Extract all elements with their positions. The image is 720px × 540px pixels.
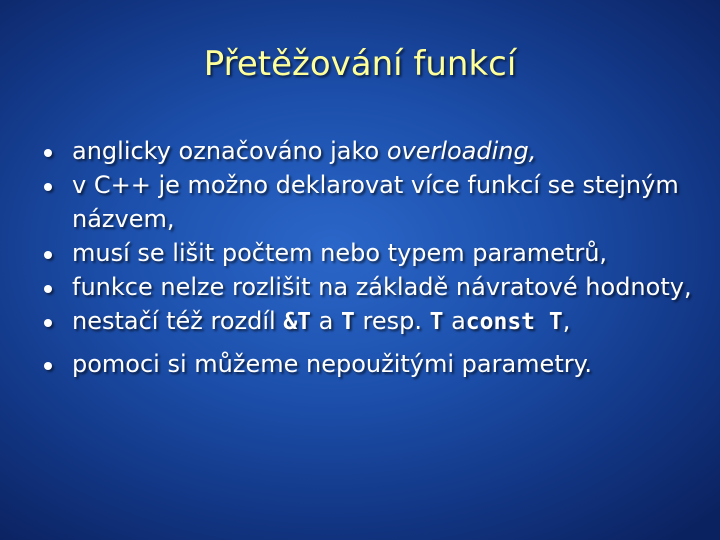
- bullet-text: musí se lišit počtem nebo typem parametrů,: [72, 239, 608, 267]
- bullet-emphasis: overloading,: [386, 137, 537, 165]
- code-type: T: [429, 309, 444, 335]
- bullet-text: resp.: [354, 307, 422, 335]
- list-item: [40, 304, 700, 339]
- list-item: [40, 236, 700, 270]
- bullet-icon: [44, 183, 52, 191]
- bullet-list: [40, 134, 700, 381]
- bullet-text: anglicky označováno jako: [72, 137, 387, 165]
- bullet-icon: [44, 319, 52, 327]
- bullet-icon: [44, 285, 52, 293]
- bullet-icon: [44, 251, 52, 259]
- code-ref-type: &T: [283, 309, 312, 335]
- list-item: [40, 134, 700, 168]
- bullet-text: ,: [562, 307, 571, 335]
- bullet-text: a: [311, 307, 341, 335]
- bullet-icon: [44, 362, 52, 370]
- bullet-text: funkce nelze rozlišit na základě návratové hodnoty,: [72, 273, 692, 301]
- bullet-icon: [44, 149, 52, 157]
- bullet-text: nestačí též rozdíl: [72, 307, 284, 335]
- list-item: [40, 270, 700, 304]
- bullet-text: pomoci si můžeme nepoužitými parametry.: [72, 350, 593, 378]
- list-item: [40, 347, 700, 381]
- bullet-text: v C++ je možno deklarovat více funkcí se stejným názvem,: [72, 171, 679, 233]
- list-item: [40, 168, 700, 236]
- code-type: T: [340, 309, 355, 335]
- code-const-type: const T: [465, 309, 563, 335]
- slide-title: Přetěžování funkcí: [203, 44, 517, 84]
- bullet-text: a: [443, 307, 466, 335]
